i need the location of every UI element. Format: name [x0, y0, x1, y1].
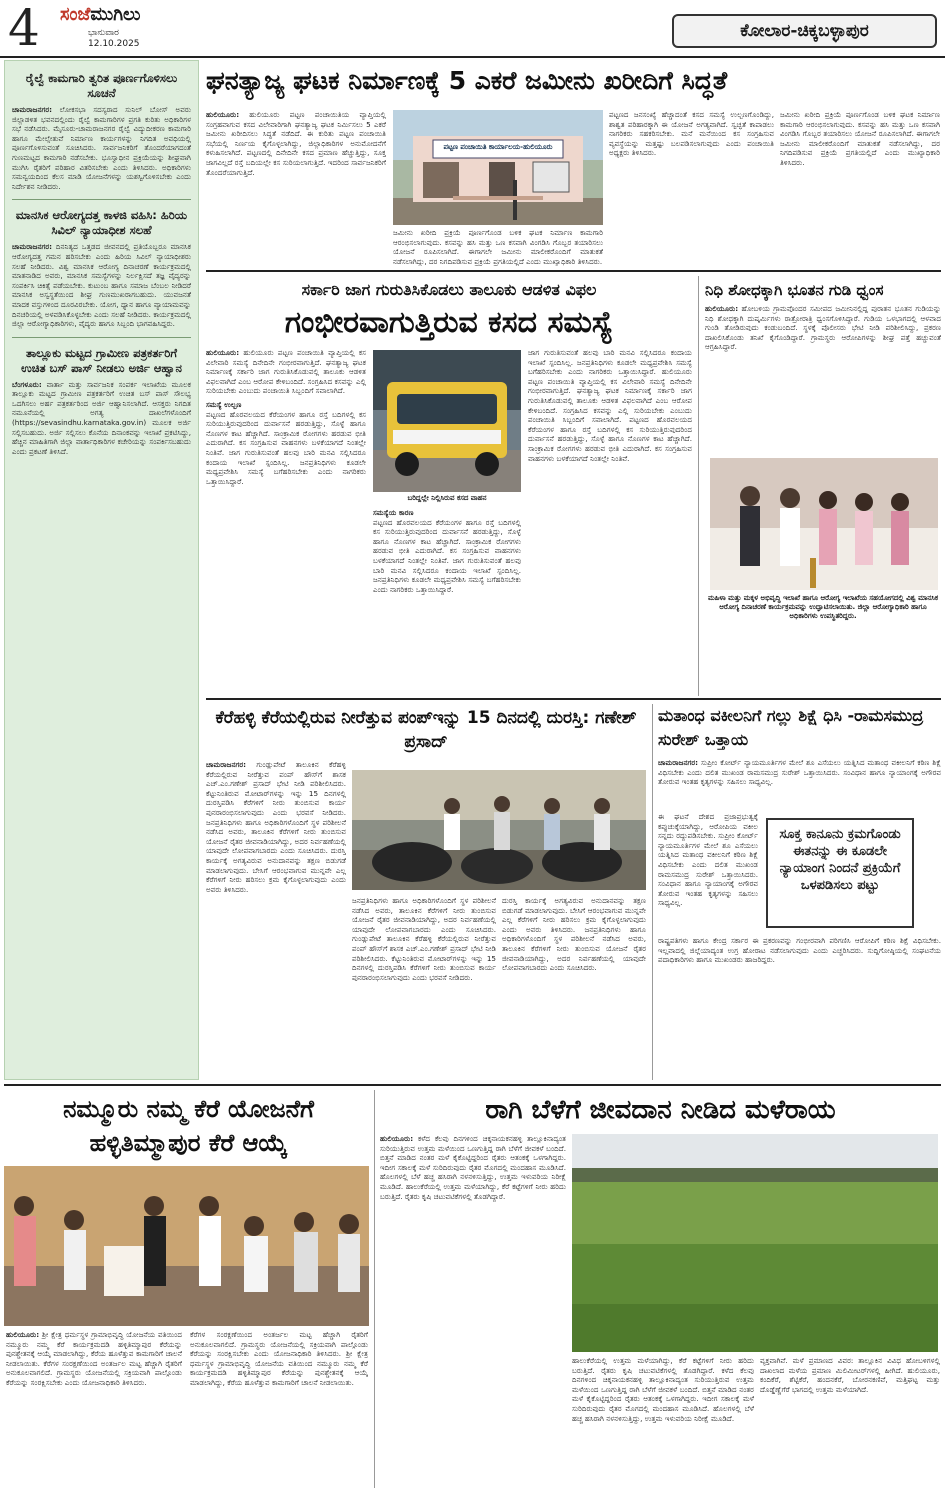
- dateline: ಹುಲಿಯೂರು:: [206, 348, 240, 357]
- sidebar-story-railway: [12, 105, 191, 191]
- lawyer-text-side: [658, 812, 758, 932]
- subhead: ಸಮಸ್ಯೆ ಉಲ್ಬಣ: [206, 399, 242, 409]
- lawyer-pull-quote: ಸೂಕ್ತ ಕಾನೂನು ಕ್ರಮಗೊಂಡು ಈತನನ್ನು ಈ ಕೂಡಲೇ ನ್ಯಾಯಾಂಗ ನಿಂದನೆ ಪ್ರಕ್ರಿಯೆಗೆ ಒಳಪಡಿಸಲು ಪಟ್ಟು: [766, 818, 914, 928]
- sidebar-headline-mental-health: ಮಾನಸಿಕ ಆರೋಗ್ಯದತ್ತ ಕಾಳಜಿ ವಹಿಸಿ: ಹಿರಿಯ ಸಿವಿಲ್ ನ್ಯಾಯಾಧೀಶ ಸಲಹೆ: [15, 208, 188, 238]
- story-text: ದುರಸ್ತಿ ಕಾರ್ಯಕ್ಕೆ ಅಗತ್ಯವಿರುವ ಅನುದಾನವನ್ನು ತಕ್ಷಣ ಬಿಡುಗಡೆ ಮಾಡಲಾಗುವುದು. ಬೇಸಿಗೆ ಆರಂಭವಾಗುವ ಮುನ್ನವೇ ಎಲ್ಲ ಕೆರೆಗಳಿಗೆ ನೀರು ಹರಿಸಲು ಕ್ರಮ ಕೈಗೊಳ್ಳಲಾಗುವುದು ಎಂದು ಅವರು ತಿಳಿಸಿದರು.: [206, 846, 346, 894]
- garbage-text-c: [528, 348, 692, 693]
- crop-field-illustration: [572, 1134, 938, 1352]
- garbage-photo-caption: ಬರಿದ್ದಲ್ಲೇ ನಿಲ್ಲಿಸಿರುವ ಕಸದ ವಾಹನ: [407, 494, 487, 502]
- issue-date: [88, 28, 140, 50]
- pump-text-left: [206, 760, 346, 1078]
- story-text: ಸುಪ್ರೀಂ ಕೋರ್ಟ್ ನ್ಯಾಯಮೂರ್ತಿಗಳ ಮೇಲೆ ಶೂ ಎಸೆಯಲು ಯತ್ನಿಸಿದ ಮತಾಂಧ ವಕೀಲನಿಗೆ ಕಠಿಣ ಶಿಕ್ಷೆ ವಿಧಿಸಬೇಕು ಎಂದು ದಲಿತ ಮುಖಂಡ ರಾಮಸಮುದ್ರ ಸುರೇಶ್ ಒತ್ತಾಯಿಸಿದರು. ಸಂವಿಧಾನ ಹಾಗೂ ನ್ಯಾಯಾಂಗಕ್ಕೆ ಅಗೌರವ ತೋರುವ ಇಂತಹ ಕೃತ್ಯಗಳನ್ನು ಸಹಿಸಲು ಸಾಧ್ಯವಿಲ್ಲ.: [658, 831, 758, 908]
- event-photo: [710, 458, 938, 590]
- panchayat-office-illustration: [393, 110, 603, 225]
- dateline: ಚಾಮರಾಜನಗರ:: [658, 758, 699, 767]
- sidebar-headline-bus-pass: ತಾಲ್ಲೂಕು ಮಟ್ಟದ ಗ್ರಾಮೀಣ ಪತ್ರಕರ್ತರಿಗೆ ಉಚಿತ ಬಸ್ ಪಾಸ್ ನೀಡಲು ಅರ್ಜಿ ಆಹ್ವಾನ: [21, 345, 182, 375]
- story-text: ಶ್ರೀ ಕ್ಷೇತ್ರ ಧರ್ಮಸ್ಥಳ ಗ್ರಾಮಾಭಿವೃದ್ಧಿ ಯೋಜನೆಯ ವತಿಯಿಂದ ನಮ್ಮೂರು ನಮ್ಮ ಕೆರೆ ಕಾರ್ಯಕ್ರಮದಡಿ ಹಳ್ಳಿತಿಮ್ಮಾಪುರ ಕೆರೆಯನ್ನು ಪುನಶ್ಚೇತನಕ್ಕೆ ಆಯ್ಕೆ ಮಾಡಲಾಗಿದ್ದು, ಕೆರೆಯ ಹೂಳೆತ್ತುವ ಕಾಮಗಾರಿಗೆ ಚಾಲನೆ ನೀಡಲಾಯಿತು.: [190, 1349, 368, 1387]
- pump-headline: ಕೆರೆಹಳ್ಳಿ ಕೆರೆಯಲ್ಲಿರುವ ನೀರೆತ್ತುವ ಪಂಪ್‌ಇನ್ನು 15 ದಿನದಲ್ಲಿ ದುರಸ್ತಿ: ಗಣೇಶ್ ಪ್ರಸಾದ್: [215, 708, 637, 752]
- left-sidebar: [4, 60, 199, 1080]
- story-text: ಕೆರೆಗಳ ಸಂರಕ್ಷಣೆಯಿಂದ ಅಂತರ್ಜಲ ಮಟ್ಟ ಹೆಚ್ಚಾಗಿ ರೈತರಿಗೆ ಅನುಕೂಲವಾಗಲಿದೆ. ಗ್ರಾಮಸ್ಥರು ಯೋಜನೆಯಲ್ಲಿ ಸಕ್ರಿಯವಾಗಿ ಪಾಲ್ಗೊಂಡು ಕೆರೆಯನ್ನು ಸಂರಕ್ಷಿಸಬೇಕು ಎಂದು ಯೋಜನಾಧಿಕಾರಿ ತಿಳಿಸಿದರು.: [190, 1330, 368, 1359]
- divider: [698, 276, 699, 696]
- story-text: ಜನಪ್ರತಿನಿಧಿಗಳು ಹಾಗೂ ಅಧಿಕಾರಿಗಳೊಂದಿಗೆ ಸ್ಥಳ ಪರಿಶೀಲನೆ ನಡೆಸಿದ ಅವರು, ತಾಲೂಕಿನ ಕೆರೆಗಳಿಗೆ ನೀರು ತುಂಬಿಸುವ ಯೋಜನೆ ರೈತರ ಜೀವನಾಡಿಯಾಗಿದ್ದು, ಅದರ ನಿರ್ವಹಣೆಯಲ್ಲಿ ಯಾವುದೇ ಲೋಪವಾಗಬಾರದು ಎಂದು ಸೂಚಿಸಿದರು.: [352, 896, 496, 934]
- divider: [12, 199, 191, 200]
- story-text: ಪಟ್ಟಣದ ಹೊರವಲಯದ ಕೆರೆಯಂಗಳ ಹಾಗೂ ರಸ್ತೆ ಬದಿಗಳಲ್ಲಿ ಕಸ ಸುರಿಯುತ್ತಿರುವುದರಿಂದ ದುರ್ವಾಸನೆ ಹರಡುತ್ತಿದ್ದು, ಸೊಳ್ಳೆ ಹಾಗೂ ನೊಣಗಳ ಕಾಟ ಹೆಚ್ಚಾಗಿದೆ. ಸಾಂಕ್ರಾಮಿಕ ರೋಗಗಳು ಹರಡುವ ಭೀತಿ ಎದುರಾಗಿದೆ. ಕಸ ಸಂಗ್ರಹಿಸುವ ವಾಹನಗಳು ಬಳಕೆಯಾಗದೆ ನಿಂತಲ್ಲೇ ನಿಂತಿವೆ.: [373, 517, 521, 565]
- dateline: ಚಾಮರಾಜನಗರ:: [12, 242, 53, 252]
- story-text: ಹಾಲುಕೆರೆಯಲ್ಲಿ ಉತ್ತಮ ಮಳೆಯಾಗಿದ್ದು, ಕೆರೆ ಕಟ್ಟೆಗಳಿಗೆ ನೀರು ಹರಿದು ಬರುತ್ತಿದೆ. ರೈತರು ಕೃಷಿ ಚಟುವಟಿಕೆಗಳಲ್ಲಿ ತೊಡಗಿದ್ದಾರೆ.: [380, 1181, 566, 1201]
- garbage-truck-photo: [373, 350, 521, 492]
- lead-text-left: [206, 110, 386, 265]
- pump-house-illustration: [352, 770, 646, 890]
- story-text: ಗುಂಡ್ಲುಪೇಟೆ ತಾಲೂಕಿನ ಕೆರೆಹಳ್ಳಿ ಕೆರೆಯಲ್ಲಿರುವ ನೀರೆತ್ತುವ ಪಂಪ್ ಹೌಸ್‌ಗೆ ಶಾಸಕ ಎಚ್.ಎಂ.ಗಣೇಶ್ ಪ್ರಸಾದ್ ಭೇಟಿ ನೀಡಿ ಪರಿಶೀಲಿಸಿದರು. ಕೆಟ್ಟುನಿಂತಿರುವ ಮೋಟಾರ್‌ಗಳನ್ನು ಇನ್ನು 15 ದಿನಗಳಲ್ಲಿ ದುರಸ್ತಿಪಡಿಸಿ ಕೆರೆಗಳಿಗೆ ನೀರು ತುಂಬಿಸುವ ಕಾರ್ಯ ಪುನರಾರಂಭಿಸಲಾಗುವುದು ಎಂದು ಭರವಸೆ ನೀಡಿದರು.: [352, 934, 496, 982]
- dateline: ಚಾಮರಾಜನಗರ:: [206, 760, 247, 769]
- logo-highlight: ಸಂಜೆ: [60, 4, 91, 25]
- dateline: ಹುಲಿಯೂರು:: [380, 1134, 414, 1143]
- divider: [12, 337, 191, 338]
- garbage-headline: ಗಂಭೀರವಾಗುತ್ತಿರುವ ಕಸದ ಸಮಸ್ಯೆ: [284, 305, 614, 340]
- pump-house-photo: [352, 770, 646, 890]
- story-text: ಹುಲಿಯೂರು ಪಟ್ಟಣ ಪಂಚಾಯಿತಿ ವ್ಯಾಪ್ತಿಯಲ್ಲಿ ಕಸ ವಿಲೇವಾರಿ ಸಮಸ್ಯೆ ದಿನೇದಿನೇ ಗಂಭೀರವಾಗುತ್ತಿದೆ. ಘನತ್ಯಾಜ್ಯ ಘಟಕ ನಿರ್ಮಾಣಕ್ಕೆ ಸರ್ಕಾರಿ ಜಾಗ ಗುರುತಿಸಿಕೊಡುವಲ್ಲಿ ತಾಲೂಕು ಆಡಳಿತ ವಿಫಲವಾಗಿದೆ ಎಂಬ ಆರೋಪ ಕೇಳಿಬಂದಿದೆ. ಸಂಗ್ರಹಿಸಿದ ಕಸವನ್ನು ಎಲ್ಲಿ ಸುರಿಯಬೇಕು ಎಂಬುದು ಪಂಚಾಯಿತಿ ಸಿಬ್ಬಂದಿಗೆ ಸವಾಲಾಗಿದೆ.: [206, 348, 366, 396]
- lake-text-left: [6, 1330, 182, 1488]
- divider: [4, 1084, 941, 1086]
- lawyer-text-top: [658, 758, 941, 808]
- newspaper-logo: [60, 4, 140, 25]
- dateline: ಬೆಂಗಳೂರು:: [12, 379, 42, 389]
- lead-text-mid: ಜಮೀನು ಖರೀದಿ ಪ್ರಕ್ರಿಯೆ ಪೂರ್ಣಗೊಂಡ ಬಳಿಕ ಘಟಕ ನಿರ್ಮಾಣ ಕಾಮಗಾರಿ ಆರಂಭಿಸಲಾಗುವುದು. ಕಸವನ್ನು ಹಸಿ ಮತ್ತು ಒಣ ಕಸವಾಗಿ ವಿಂಗಡಿಸಿ ಗೊಬ್ಬರ ತಯಾರಿಸಲು ಯೋಜನೆ ರೂಪಿಸಲಾಗಿದೆ. ಈಗಾಗಲೇ ಜಮೀನು ಮಾಲೀಕರೊಂದಿಗೆ ಮಾತುಕತೆ ನಡೆಸಲಾಗಿದ್ದು, ದರ ನಿಗದಿಪಡಿಸುವ ಪ್ರಕ್ರಿಯೆ ಪ್ರಗತಿಯಲ್ಲಿದೆ ಎಂದು ಮುಖ್ಯಾಧಿಕಾರಿ ತಿಳಿಸಿದರು.: [393, 228, 603, 266]
- ragi-field-photo: [572, 1134, 938, 1352]
- dateline: ಹುಲಿಯೂರು:: [705, 304, 739, 313]
- garbage-truck-illustration: [373, 350, 521, 492]
- story-text: ಪಟ್ಟಣದ ಹೊರವಲಯದ ಕೆರೆಯಂಗಳ ಹಾಗೂ ರಸ್ತೆ ಬದಿಗಳಲ್ಲಿ ಕಸ ಸುರಿಯುತ್ತಿರುವುದರಿಂದ ದುರ್ವಾಸನೆ ಹರಡುತ್ತಿದ್ದು, ಸೊಳ್ಳೆ ಹಾಗೂ ನೊಣಗಳ ಕಾಟ ಹೆಚ್ಚಾಗಿದೆ. ಸಾಂಕ್ರಾಮಿಕ ರೋಗಗಳು ಹರಡುವ ಭೀತಿ ಎದುರಾಗಿದೆ. ಕಸ ಸಂಗ್ರಹಿಸುವ ವಾಹನಗಳು ಬಳಕೆಯಾಗದೆ ನಿಂತಲ್ಲೇ ನಿಂತಿವೆ.: [206, 409, 366, 457]
- subhead: ಸಮಸ್ಯೆಯ ಕಾರಣ: [373, 508, 414, 517]
- village-meeting-illustration: [4, 1166, 369, 1326]
- logo-rest: ಮುಗಿಲು: [90, 4, 141, 25]
- issue-day: ಭಾನುವಾರ: [88, 28, 119, 38]
- lake-headline: ನಮ್ಮೂರು ನಮ್ಮ ಕೆರೆ ಯೋಜನೆಗೆ ಹಳ್ಳಿತಿಮ್ಮಾಪುರ ಕೆರೆ ಆಯ್ಕೆ: [63, 1095, 314, 1157]
- story-text: ಕಳೆದ ಕೆಲವು ದಿನಗಳಿಂದ ಚಿಕ್ಕನಾಯಕನಹಳ್ಳಿ ತಾಲ್ಲೂಕಿನಾದ್ಯಂತ ಸುರಿಯುತ್ತಿರುವ ಉತ್ತಮ ಮಳೆಯಿಂದ ಒಣಗುತ್ತಿದ್ದ ರಾಗಿ ಬೆಳೆಗೆ ಜೀವಕಳೆ ಬಂದಿದೆ. ಬಿತ್ತನೆ ಮಾಡಿದ ನಂತರ ಮಳೆ ಕೈಕೊಟ್ಟಿದ್ದರಿಂದ ರೈತರು ಆತಂಕಕ್ಕೆ ಒಳಗಾಗಿದ್ದರು. ಇದೀಗ ಸಕಾಲಕ್ಕೆ ಮಳೆ ಸುರಿದಿರುವುದು ರೈತರ ಮೊಗದಲ್ಲಿ ಮಂದಹಾಸ ಮೂಡಿಸಿದೆ. ಹೊಲಗಳಲ್ಲಿ ಬೆಳೆ ಹಚ್ಚ ಹಸಿರಾಗಿ ನಳನಳಿಸುತ್ತಿದ್ದು, ಉತ್ತಮ ಇಳುವರಿಯ ನಿರೀಕ್ಷೆ ಮೂಡಿದೆ.: [380, 1134, 566, 1191]
- page-number: 4: [8, 0, 40, 57]
- lamp-lighting-illustration: [710, 458, 938, 590]
- story-text: ಹೋಬಳಿಯ ಗ್ರಾಮವೊಂದರ ಸಮೀಪದ ಜಮೀನಿನಲ್ಲಿದ್ದ ಪುರಾತನ ಭೂತನ ಗುಡಿಯನ್ನು ನಿಧಿ ಶೋಧಕ್ಕಾಗಿ ದುಷ್ಕರ್ಮಿಗಳು ರಾತ್ರೋರಾತ್ರಿ ಧ್ವಂಸಗೊಳಿಸಿದ್ದಾರೆ. ಗುಡಿಯ ಒಳಭಾಗದಲ್ಲಿ ಆಳವಾದ ಗುಂಡಿ ತೋಡಿರುವುದು ಕಂಡುಬಂದಿದೆ. ಸ್ಥಳಕ್ಕೆ ಪೊಲೀಸರು ಭೇಟಿ ನೀಡಿ ಪರಿಶೀಲಿಸಿದ್ದು, ಪ್ರಕರಣ ದಾಖಲಿಸಿಕೊಂಡು ತನಿಖೆ ಕೈಗೊಂಡಿದ್ದಾರೆ. ಗ್ರಾಮಸ್ಥರು ಆರೋಪಿಗಳನ್ನು ಶೀಘ್ರ ಪತ್ತೆ ಹಚ್ಚುವಂತೆ ಆಗ್ರಹಿಸಿದ್ದಾರೆ.: [705, 304, 941, 352]
- story-text: ಕೆರೆಗಳ ಸಂರಕ್ಷಣೆಯಿಂದ ಅಂತರ್ಜಲ ಮಟ್ಟ ಹೆಚ್ಚಾಗಿ ರೈತರಿಗೆ ಅನುಕೂಲವಾಗಲಿದೆ. ಗ್ರಾಮಸ್ಥರು ಯೋಜನೆಯಲ್ಲಿ ಸಕ್ರಿಯವಾಗಿ ಪಾಲ್ಗೊಂಡು ಕೆರೆಯನ್ನು ಸಂರಕ್ಷಿಸಬೇಕು ಎಂದು ಯೋಜನಾಧಿಕಾರಿ ತಿಳಿಸಿದರು.: [6, 1358, 182, 1387]
- sidebar-headline-railway: ರೈಲ್ವೆ ಕಾಮಗಾರಿ ತ್ವರಿತ ಪೂರ್ಣಗೊಳಿಸಲು ಸೂಚನೆ: [25, 71, 178, 100]
- ragi-text-bottom-left: [572, 1356, 754, 1488]
- story-text: ಹುಲಿಯೂರು ಪಟ್ಟಣ ಪಂಚಾಯಿತಿಯ ವ್ಯಾಪ್ತಿಯಲ್ಲಿ ಸಂಗ್ರಹವಾಗುವ ಕಸದ ವಿಲೇವಾರಿಗಾಗಿ ಘನತ್ಯಾಜ್ಯ ಘಟಕ ನಿರ್ಮಿಸಲು 5 ಎಕರೆ ಜಮೀನು ಖರೀದಿಸಲು ಸಿದ್ಧತೆ ನಡೆದಿದೆ. ಈ ಕುರಿತು ಪಟ್ಟಣ ಪಂಚಾಯಿತಿ ಸಭೆಯಲ್ಲಿ ನಿರ್ಣಯ ಕೈಗೊಳ್ಳಲಾಗಿದ್ದು, ಜಿಲ್ಲಾಧಿಕಾರಿಗಳ ಅನುಮೋದನೆಗೆ ಕಳುಹಿಸಲಾಗಿದೆ. ಪಟ್ಟಣದಲ್ಲಿ ದಿನೇದಿನೇ ಕಸದ ಪ್ರಮಾಣ ಹೆಚ್ಚುತ್ತಿದ್ದು, ಸೂಕ್ತ ಜಾಗವಿಲ್ಲದೆ ರಸ್ತೆ ಬದಿಯಲ್ಲೇ ಕಸ ಸುರಿಯಲಾಗುತ್ತಿದೆ. ಇದರಿಂದ ಸಾರ್ವಜನಿಕರಿಗೆ ತೊಂದರೆಯಾಗುತ್ತಿದೆ.: [206, 110, 386, 177]
- story-text: ಜಾಗ ಗುರುತಿಸುವಂತೆ ಹಲವು ಬಾರಿ ಮನವಿ ಸಲ್ಲಿಸಿದರೂ ಕಂದಾಯ ಇಲಾಖೆ ಸ್ಪಂದಿಸಿಲ್ಲ. ಜನಪ್ರತಿನಿಧಿಗಳು ಕೂಡಲೇ ಮಧ್ಯಪ್ರವೇಶಿಸಿ ಸಮಸ್ಯೆ ಬಗೆಹರಿಸಬೇಕು ಎಂದು ನಾಗರಿಕರು ಒತ್ತಾಯಿಸಿದ್ದಾರೆ.: [528, 348, 692, 377]
- lead-photo: [393, 110, 603, 225]
- office-signboard: ಪಟ್ಟಣ ಪಂಚಾಯಿತಿ ಕಾರ್ಯಾಲಯ-ಹುಲಿಯೂರು: [443, 143, 553, 151]
- lead-text-right-a: ಪಟ್ಟಣದ ಜನಸಂಖ್ಯೆ ಹೆಚ್ಚಾದಂತೆ ಕಸದ ಸಮಸ್ಯೆ ಉಲ್ಬಣಗೊಂಡಿದ್ದು, ಶಾಶ್ವತ ಪರಿಹಾರಕ್ಕಾಗಿ ಈ ಯೋಜನೆ ಅಗತ್ಯವಾಗಿದೆ. ಸ್ವಚ್ಛತೆ ಕಾಪಾಡಲು ನಾಗರಿಕರು ಸಹಕರಿಸಬೇಕು. ಮನೆ ಮನೆಯಿಂದ ಕಸ ಸಂಗ್ರಹಿಸುವ ವ್ಯವಸ್ಥೆಯನ್ನು ಮತ್ತಷ್ಟು ಬಲಪಡಿಸಲಾಗುವುದು ಎಂದು ಪಂಚಾಯಿತಿ ಅಧ್ಯಕ್ಷರು ತಿಳಿಸಿದರು.: [609, 110, 774, 158]
- garbage-text-b: [373, 508, 521, 693]
- story-text: ಜಾಗ ಗುರುತಿಸುವಂತೆ ಹಲವು ಬಾರಿ ಮನವಿ ಸಲ್ಲಿಸಿದರೂ ಕಂದಾಯ ಇಲಾಖೆ ಸ್ಪಂದಿಸಿಲ್ಲ. ಜನಪ್ರತಿನಿಧಿಗಳು ಕೂಡಲೇ ಮಧ್ಯಪ್ರವೇಶಿಸಿ ಸಮಸ್ಯೆ ಬಗೆಹರಿಸಬೇಕು ಎಂದು ನಾಗರಿಕರು ಒತ್ತಾಯಿಸಿದ್ದಾರೆ.: [373, 555, 521, 594]
- lake-text-right: [190, 1330, 368, 1488]
- lawyer-text-bottom: ರಾಷ್ಟ್ರಪತಿಗಳು ಹಾಗೂ ಕೇಂದ್ರ ಸರ್ಕಾರ ಈ ಪ್ರಕರಣವನ್ನು ಗಂಭೀರವಾಗಿ ಪರಿಗಣಿಸಿ ಆರೋಪಿಗೆ ಕಠಿಣ ಶಿಕ್ಷೆ ವಿಧಿಸಬೇಕು. ಇಲ್ಲವಾದಲ್ಲಿ ಜಿಲ್ಲೆಯಾದ್ಯಂತ ಉಗ್ರ ಹೋರಾಟ ನಡೆಸಲಾಗುವುದು ಎಂದು ಎಚ್ಚರಿಸಿದರು. ಸುದ್ದಿಗೋಷ್ಠಿಯಲ್ಲಿ ಸಂಘಟನೆಯ ಪದಾಧಿಕಾರಿಗಳು ಹಾಗೂ ಮುಖಂಡರು ಹಾಜರಿದ್ದರು.: [658, 936, 941, 965]
- lead-headline: ಘನತ್ಯಾಜ್ಯ ಘಟಕ ನಿರ್ಮಾಣಕ್ಕೆ 5 ಎಕರೆ ಜಮೀನು ಖರೀದಿಗೆ ಸಿದ್ಧತೆ: [206, 66, 728, 95]
- lake-event-photo: [4, 1166, 369, 1326]
- story-text: ಜಾಗ ಗುರುತಿಸುವಂತೆ ಹಲವು ಬಾರಿ ಮನವಿ ಸಲ್ಲಿಸಿದರೂ ಕಂದಾಯ ಇಲಾಖೆ ಸ್ಪಂದಿಸಿಲ್ಲ. ಜನಪ್ರತಿನಿಧಿಗಳು ಕೂಡಲೇ ಮಧ್ಯಪ್ರವೇಶಿಸಿ ಸಮಸ್ಯೆ ಬಗೆಹರಿಸಬೇಕು ಎಂದು ನಾಗರಿಕರು ಒತ್ತಾಯಿಸಿದ್ದಾರೆ.: [206, 447, 366, 486]
- story-text: ಹಾಲುಕೆರೆಯಲ್ಲಿ ಉತ್ತಮ ಮಳೆಯಾಗಿದ್ದು, ಕೆರೆ ಕಟ್ಟೆಗಳಿಗೆ ನೀರು ಹರಿದು ಬರುತ್ತಿದೆ. ರೈತರು ಕೃಷಿ ಚಟುವಟಿಕೆಗಳಲ್ಲಿ ತೊಡಗಿದ್ದಾರೆ.: [572, 1356, 754, 1375]
- divider: [652, 704, 653, 1080]
- district-banner: ಕೋಲಾರ-ಚಿಕ್ಕಬಳ್ಳಾಪುರ: [672, 14, 937, 48]
- divider: [374, 1090, 375, 1488]
- divider: [206, 698, 941, 700]
- dateline: ಹುಲಿಯೂರು:: [6, 1330, 40, 1339]
- temple-text: [705, 304, 941, 454]
- lead-text-right-b: ಜಮೀನು ಖರೀದಿ ಪ್ರಕ್ರಿಯೆ ಪೂರ್ಣಗೊಂಡ ಬಳಿಕ ಘಟಕ ನಿರ್ಮಾಣ ಕಾಮಗಾರಿ ಆರಂಭಿಸಲಾಗುವುದು. ಕಸವನ್ನು ಹಸಿ ಮತ್ತು ಒಣ ಕಸವಾಗಿ ವಿಂಗಡಿಸಿ ಗೊಬ್ಬರ ತಯಾರಿಸಲು ಯೋಜನೆ ರೂಪಿಸಲಾಗಿದೆ. ಈಗಾಗಲೇ ಜಮೀನು ಮಾಲೀಕರೊಂದಿಗೆ ಮಾತುಕತೆ ನಡೆಸಲಾಗಿದ್ದು, ದರ ನಿಗದಿಪಡಿಸುವ ಪ್ರಕ್ರಿಯೆ ಪ್ರಗತಿಯಲ್ಲಿದೆ ಎಂದು ಮುಖ್ಯಾಧಿಕಾರಿ ತಿಳಿಸಿದರು.: [780, 110, 940, 167]
- story-text: ಕಳೆದ ಕೆಲವು ದಿನಗಳಿಂದ ಚಿಕ್ಕನಾಯಕನಹಳ್ಳಿ ತಾಲ್ಲೂಕಿನಾದ್ಯಂತ ಸುರಿಯುತ್ತಿರುವ ಉತ್ತಮ ಮಳೆಯಿಂದ ಒಣಗುತ್ತಿದ್ದ ರಾಗಿ ಬೆಳೆಗೆ ಜೀವಕಳೆ ಬಂದಿದೆ. ಬಿತ್ತನೆ ಮಾಡಿದ ನಂತರ ಮಳೆ ಕೈಕೊಟ್ಟಿದ್ದರಿಂದ ರೈತರು ಆತಂಕಕ್ಕೆ ಒಳಗಾಗಿದ್ದರು. ಇದೀಗ ಸಕಾಲಕ್ಕೆ ಮಳೆ ಸುರಿದಿರುವುದು ರೈತರ ಮೊಗದಲ್ಲಿ ಮಂದಹಾಸ ಮೂಡಿಸಿದೆ. ಹೊಲಗಳಲ್ಲಿ ಬೆಳೆ ಹಚ್ಚ ಹಸಿರಾಗಿ ನಳನಳಿಸುತ್ತಿದ್ದು, ಉತ್ತಮ ಇಳುವರಿಯ ನಿರೀಕ್ಷೆ ಮೂಡಿದೆ.: [572, 1365, 754, 1423]
- story-text: ಹುಲಿಯೂರು ಪಟ್ಟಣ ಪಂಚಾಯಿತಿ ವ್ಯಾಪ್ತಿಯಲ್ಲಿ ಕಸ ವಿಲೇವಾರಿ ಸಮಸ್ಯೆ ದಿನೇದಿನೇ ಗಂಭೀರವಾಗುತ್ತಿದೆ. ಘನತ್ಯಾಜ್ಯ ಘಟಕ ನಿರ್ಮಾಣಕ್ಕೆ ಸರ್ಕಾರಿ ಜಾಗ ಗುರುತಿಸಿಕೊಡುವಲ್ಲಿ ತಾಲೂಕು ಆಡಳಿತ ವಿಫಲವಾಗಿದೆ ಎಂಬ ಆರೋಪ ಕೇಳಿಬಂದಿದೆ. ಸಂಗ್ರಹಿಸಿದ ಕಸವನ್ನು ಎಲ್ಲಿ ಸುರಿಯಬೇಕು ಎಂಬುದು ಪಂಚಾಯಿತಿ ಸಿಬ್ಬಂದಿಗೆ ಸವಾಲಾಗಿದೆ.: [528, 367, 692, 425]
- story-text: ಜನಪ್ರತಿನಿಧಿಗಳು ಹಾಗೂ ಅಧಿಕಾರಿಗಳೊಂದಿಗೆ ಸ್ಥಳ ಪರಿಶೀಲನೆ ನಡೆಸಿದ ಅವರು, ತಾಲೂಕಿನ ಕೆರೆಗಳಿಗೆ ನೀರು ತುಂಬಿಸುವ ಯೋಜನೆ ರೈತರ ಜೀವನಾಡಿಯಾಗಿದ್ದು, ಅದರ ನಿರ್ವಹಣೆಯಲ್ಲಿ ಯಾವುದೇ ಲೋಪವಾಗಬಾರದು ಎಂದು ಸೂಚಿಸಿದರು.: [206, 817, 346, 856]
- dateline: ಹುಲಿಯೂರು:: [206, 110, 240, 119]
- story-text: ವಾರ್ತಾ ಮತ್ತು ಸಾರ್ವಜನಿಕ ಸಂಪರ್ಕ ಇಲಾಖೆಯ ಮೂಲಕ ತಾಲ್ಲೂಕು ಮಟ್ಟದ ಗ್ರಾಮೀಣ ಪತ್ರಕರ್ತರಿಗೆ ಉಚಿತ ಬಸ್ ಪಾಸ್ ಸೌಲಭ್ಯ ಒದಗಿಸಲು ಅರ್ಹ ಪತ್ರಕರ್ತರಿಂದ ಅರ್ಜಿ ಆಹ್ವಾನಿಸಲಾಗಿದೆ. ಆಸಕ್ತರು ನಿಗದಿತ ನಮೂನೆಯಲ್ಲಿ ಅಗತ್ಯ ದಾಖಲೆಗಳೊಂದಿಗೆ (https://sevasindhu.karnataka.gov.in) ಮೂಲಕ ಅರ್ಜಿ ಸಲ್ಲಿಸಬಹುದು. ಅರ್ಜಿ ಸಲ್ಲಿಸಲು ಕೊನೆಯ ದಿನಾಂಕವನ್ನು ಇಲಾಖೆ ಪ್ರಕಟಿಸಿದ್ದು, ಹೆಚ್ಚಿನ ಮಾಹಿತಿಗಾಗಿ ಜಿಲ್ಲಾ ವಾರ್ತಾಧಿಕಾರಿಗಳ ಕಚೇರಿಯನ್ನು ಸಂಪರ್ಕಿಸಬಹುದು ಎಂದು ಪ್ರಕಟಣೆ ತಿಳಿಸಿದೆ.: [12, 379, 191, 456]
- temple-headline: ನಿಧಿ ಶೋಧಕ್ಕಾಗಿ ಭೂತನ ಗುಡಿ ಧ್ವಂಸ: [705, 281, 884, 299]
- story-text: ಲೋಕಸಭಾ ಸದಸ್ಯರಾದ ಸುನಿಲ್ ಬೋಸ್ ಅವರು ಜಿಲ್ಲಾಡಳಿತ ಭವನದಲ್ಲಿಂದು ರೈಲ್ವೆ ಕಾಮಗಾರಿಗಳ ಪ್ರಗತಿ ಕುರಿತು ಅಧಿಕಾರಿಗಳ ಸಭೆ ನಡೆಸಿದರು. ಮೈಸೂರು-ಚಾಮರಾಜನಗರ ರೈಲ್ವೆ ವಿದ್ಯುದೀಕರಣ ಕಾಮಗಾರಿ ಹಾಗೂ ಮೇಲ್ಸೇತುವೆ ನಿರ್ಮಾಣ ಕಾರ್ಯಗಳನ್ನು ನಿಗದಿತ ಅವಧಿಯಲ್ಲಿ ಪೂರ್ಣಗೊಳಿಸುವಂತೆ ಸೂಚಿಸಿದರು. ಸಾರ್ವಜನಿಕರಿಗೆ ತೊಂದರೆಯಾಗದಂತೆ ಗುಣಮಟ್ಟದ ಕಾಮಗಾರಿ ನಡೆಸಬೇಕು. ಭೂಸ್ವಾಧೀನ ಪ್ರಕ್ರಿಯೆಯನ್ನು ಶೀಘ್ರವಾಗಿ ಮುಗಿಸಿ ರೈತರಿಗೆ ಪರಿಹಾರ ವಿತರಿಸಬೇಕು ಎಂದು ತಿಳಿಸಿದರು. ಅಧಿಕಾರಿಗಳು ಸಮನ್ವಯದಿಂದ ಕೆಲಸ ಮಾಡಿ ಯೋಜನೆಗಳನ್ನು ಯಶಸ್ವಿಗೊಳಿಸಬೇಕು ಎಂದು ನಿರ್ದೇಶನ ನೀಡಿದರು.: [12, 105, 191, 191]
- story-text: ಪಟ್ಟಣದ ಹೊರವಲಯದ ಕೆರೆಯಂಗಳ ಹಾಗೂ ರಸ್ತೆ ಬದಿಗಳಲ್ಲಿ ಕಸ ಸುರಿಯುತ್ತಿರುವುದರಿಂದ ದುರ್ವಾಸನೆ ಹರಡುತ್ತಿದ್ದು, ಸೊಳ್ಳೆ ಹಾಗೂ ನೊಣಗಳ ಕಾಟ ಹೆಚ್ಚಾಗಿದೆ. ಸಾಂಕ್ರಾಮಿಕ ರೋಗಗಳು ಹರಡುವ ಭೀತಿ ಎದುರಾಗಿದೆ. ಕಸ ಸಂಗ್ರಹಿಸುವ ವಾಹನಗಳು ಬಳಕೆಯಾಗದೆ ನಿಂತಲ್ಲೇ ನಿಂತಿವೆ.: [528, 415, 692, 463]
- story-text: ದುರಸ್ತಿ ಕಾರ್ಯಕ್ಕೆ ಅಗತ್ಯವಿರುವ ಅನುದಾನವನ್ನು ತಕ್ಷಣ ಬಿಡುಗಡೆ ಮಾಡಲಾಗುವುದು. ಬೇಸಿಗೆ ಆರಂಭವಾಗುವ ಮುನ್ನವೇ ಎಲ್ಲ ಕೆರೆಗಳಿಗೆ ನೀರು ಹರಿಸಲು ಕ್ರಮ ಕೈಗೊಳ್ಳಲಾಗುವುದು ಎಂದು ಅವರು ತಿಳಿಸಿದರು.: [502, 896, 646, 934]
- story-text: ಈ ಘಟನೆ ದೇಶದ ಪ್ರಜಾಪ್ರಭುತ್ವಕ್ಕೆ ಕಪ್ಪುಚುಕ್ಕೆಯಾಗಿದ್ದು, ಆರೋಪಿಯ ವಕೀಲ ಸನ್ನದು ರದ್ದುಪಡಿಸಬೇಕು.: [658, 812, 758, 841]
- lawyer-headline: ಮತಾಂಧ ವಕೀಲನಿಗೆ ಗಲ್ಲು ಶಿಕ್ಷೆ ಧಿಸಿ -ರಾಮಸಮುದ್ರ ಸುರೇಶ್ ಒತ್ತಾಯ: [658, 706, 924, 749]
- story-text: ಗುಂಡ್ಲುಪೇಟೆ ತಾಲೂಕಿನ ಕೆರೆಹಳ್ಳಿ ಕೆರೆಯಲ್ಲಿರುವ ನೀರೆತ್ತುವ ಪಂಪ್ ಹೌಸ್‌ಗೆ ಶಾಸಕ ಎಚ್.ಎಂ.ಗಣೇಶ್ ಪ್ರಸಾದ್ ಭೇಟಿ ನೀಡಿ ಪರಿಶೀಲಿಸಿದರು. ಕೆಟ್ಟುನಿಂತಿರುವ ಮೋಟಾರ್‌ಗಳನ್ನು ಇನ್ನು 15 ದಿನಗಳಲ್ಲಿ ದುರಸ್ತಿಪಡಿಸಿ ಕೆರೆಗಳಿಗೆ ನೀರು ತುಂಬಿಸುವ ಕಾರ್ಯ ಪುನರಾರಂಭಿಸಲಾಗುವುದು ಎಂದು ಭರವಸೆ ನೀಡಿದರು.: [206, 760, 346, 817]
- sidebar-story-bus-pass: [12, 380, 191, 457]
- story-text: ಸುಪ್ರೀಂ ಕೋರ್ಟ್ ನ್ಯಾಯಮೂರ್ತಿಗಳ ಮೇಲೆ ಶೂ ಎಸೆಯಲು ಯತ್ನಿಸಿದ ಮತಾಂಧ ವಕೀಲನಿಗೆ ಕಠಿಣ ಶಿಕ್ಷೆ ವಿಧಿಸಬೇಕು ಎಂದು ದಲಿತ ಮುಖಂಡ ರಾಮಸಮುದ್ರ ಸುರೇಶ್ ಒತ್ತಾಯಿಸಿದರು. ಸಂವಿಧಾನ ಹಾಗೂ ನ್ಯಾಯಾಂಗಕ್ಕೆ ಅಗೌರವ ತೋರುವ ಇಂತಹ ಕೃತ್ಯಗಳನ್ನು ಸಹಿಸಲು ಸಾಧ್ಯವಿಲ್ಲ.: [658, 758, 941, 787]
- ragi-text-left: [380, 1134, 566, 1488]
- garbage-kicker: ಸರ್ಕಾರಿ ಜಾಗ ಗುರುತಿಸಿಕೊಡಲು ತಾಲೂಕು ಆಡಳಿತ ವಿಫಲ: [301, 280, 597, 299]
- pump-text-mid: [352, 896, 496, 1078]
- pump-text-right: [502, 896, 646, 1078]
- issue-date-value: 12.10.2025: [88, 39, 140, 49]
- story-text: ದಿನನಿತ್ಯದ ಒತ್ತಡದ ಜೀವನದಲ್ಲಿ ಪ್ರತಿಯೊಬ್ಬರೂ ಮಾನಸಿಕ ಆರೋಗ್ಯದತ್ತ ಗಮನ ಹರಿಸಬೇಕು ಎಂದು ಹಿರಿಯ ಸಿವಿಲ್ ನ್ಯಾಯಾಧೀಶರು ಸಲಹೆ ನೀಡಿದರು. ವಿಶ್ವ ಮಾನಸಿಕ ಆರೋಗ್ಯ ದಿನಾಚರಣೆ ಕಾರ್ಯಕ್ರಮದಲ್ಲಿ ಮಾತನಾಡಿದ ಅವರು, ಮಾನಸಿಕ ಸಮಸ್ಯೆಗಳನ್ನು ನಿರ್ಲಕ್ಷಿಸದೆ ತಜ್ಞ ವೈದ್ಯರನ್ನು ಸಂಪರ್ಕಿಸಿ ಚಿಕಿತ್ಸೆ ಪಡೆಯಬೇಕು. ಕುಟುಂಬ ಹಾಗೂ ಸಮಾಜ ಬೆಂಬಲ ನೀಡಿದರೆ ಮಾನಸಿಕ ಅಸ್ವಸ್ಥತೆಯಿಂದ ಶೀಘ್ರ ಗುಣಮುಖರಾಗಬಹುದು. ಯುವಜನತೆ ಮಾದಕ ವಸ್ತುಗಳಿಂದ ದೂರವಿರಬೇಕು. ಯೋಗ, ಧ್ಯಾನ ಹಾಗೂ ವ್ಯಾಯಾಮವನ್ನು ದಿನಚರಿಯಲ್ಲಿ ಅಳವಡಿಸಿಕೊಳ್ಳಬೇಕು ಎಂದು ಸಲಹೆ ನೀಡಿದರು. ಕಾರ್ಯಕ್ರಮದಲ್ಲಿ ಜಿಲ್ಲಾ ಆರೋಗ್ಯಾಧಿಕಾರಿಗಳು, ವೈದ್ಯರು ಹಾಗೂ ಸಿಬ್ಬಂದಿ ಭಾಗವಹಿಸಿದ್ದರು.: [12, 242, 191, 329]
- story-text: ಜನಪ್ರತಿನಿಧಿಗಳು ಹಾಗೂ ಅಧಿಕಾರಿಗಳೊಂದಿಗೆ ಸ್ಥಳ ಪರಿಶೀಲನೆ ನಡೆಸಿದ ಅವರು, ತಾಲೂಕಿನ ಕೆರೆಗಳಿಗೆ ನೀರು ತುಂಬಿಸುವ ಯೋಜನೆ ರೈತರ ಜೀವನಾಡಿಯಾಗಿದ್ದು, ಅದರ ನಿರ್ವಹಣೆಯಲ್ಲಿ ಯಾವುದೇ ಲೋಪವಾಗಬಾರದು ಎಂದು ಸೂಚಿಸಿದರು.: [502, 924, 646, 973]
- story-text: ಶ್ರೀ ಕ್ಷೇತ್ರ ಧರ್ಮಸ್ಥಳ ಗ್ರಾಮಾಭಿವೃದ್ಧಿ ಯೋಜನೆಯ ವತಿಯಿಂದ ನಮ್ಮೂರು ನಮ್ಮ ಕೆರೆ ಕಾರ್ಯಕ್ರಮದಡಿ ಹಳ್ಳಿತಿಮ್ಮಾಪುರ ಕೆರೆಯನ್ನು ಪುನಶ್ಚೇತನಕ್ಕೆ ಆಯ್ಕೆ ಮಾಡಲಾಗಿದ್ದು, ಕೆರೆಯ ಹೂಳೆತ್ತುವ ಕಾಮಗಾರಿಗೆ ಚಾಲನೆ ನೀಡಲಾಯಿತು.: [6, 1330, 182, 1368]
- masthead: [0, 0, 945, 58]
- ragi-headline: ರಾಗಿ ಬೆಳೆಗೆ ಜೀವದಾನ ನೀಡಿದ ಮಳೆರಾಯ: [485, 1095, 836, 1125]
- divider: [206, 270, 941, 272]
- event-photo-caption: ಮಹಿಳಾ ಮತ್ತು ಮಕ್ಕಳ ಅಭಿವೃದ್ಧಿ ಇಲಾಖೆ ಹಾಗೂ ಆರೋಗ್ಯ ಇಲಾಖೆಯ ಸಹಯೋಗದಲ್ಲಿ ವಿಶ್ವ ಮಾನಸಿಕ ಆರೋಗ್ಯ ದಿನಾಚರಣೆ ಕಾರ್ಯಕ್ರಮವನ್ನು ಉದ್ಘಾಟಿಸಲಾಯಿತು. ಜಿಲ್ಲಾ ಆರೋಗ್ಯಾಧಿಕಾರಿ ಹಾಗೂ ಅಧಿಕಾರಿಗಳು ಉಪಸ್ಥಿತರಿದ್ದರು.: [707, 594, 939, 621]
- ragi-text-bottom-right: ವ್ಯಕ್ತವಾಗಿವೆ. ಮಳೆ ಪ್ರಮಾಣದ ವಿವರ: ತಾಲ್ಲೂಕಿನ ವಿವಿಧ ಹೋಬಳಿಗಳಲ್ಲಿ ದಾಖಲಾದ ಮಳೆಯ ಪ್ರಮಾಣ ಮಿಲಿಮೀಟರ್‌ಗಳಲ್ಲಿ ಹೀಗಿದೆ. ಹುಲಿಯೂರು, ಕಂದಿಕೆರೆ, ಶೆಟ್ಟಿಕೆರೆ, ಹಂದನಕೆರೆ, ಬೋರನಕಣಿವೆ, ಮತ್ತಿಘಟ್ಟ ಮತ್ತು ದೊಡ್ಡೆಣ್ಣೆಗೆರೆ ಭಾಗದಲ್ಲಿ ಉತ್ತಮ ಮಳೆಯಾಗಿದೆ.: [760, 1356, 940, 1394]
- garbage-text-a: [206, 348, 366, 693]
- dateline: ಚಾಮರಾಜನಗರ:: [12, 105, 53, 114]
- sidebar-story-mental-health: [12, 242, 191, 328]
